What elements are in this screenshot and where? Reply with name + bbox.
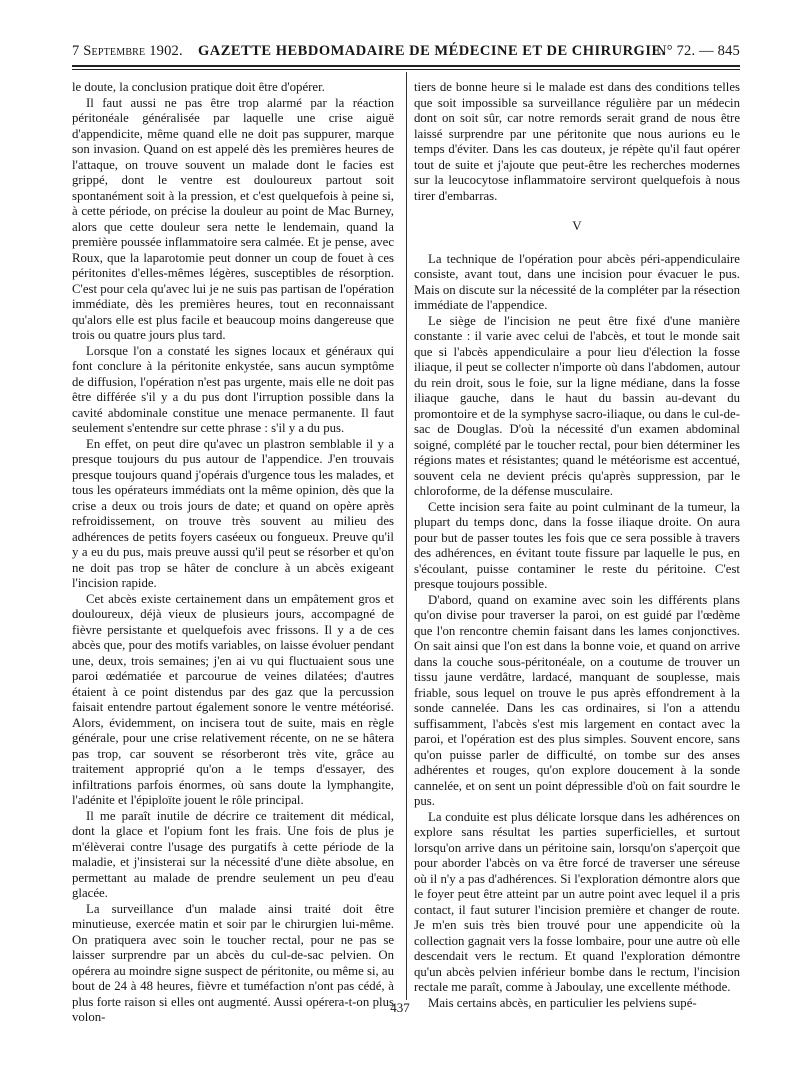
paragraph: Cet abcès existe certainement dans un empâtement gros et douloureux, déjà vieux de plusieurs jours, accompagné de fièvre persistante et quelquefois avec frissons. Il y a de ces abcès que, pour des motifs variables, on laisse évoluer pendant une, deux, trois semaines; j'en ai vu qui fluctuaient sous une paroi œdématiée et parcourue de veines dilatées; d'autres étaient à ce point distendus par des gaz que la percussion faisait entendre partout également sonore le ventre météorisé. Alors, évidemment, on incisera tout de suite, mais en règle générale, pour une crise relativement récente, on ne se hâtera pas trop, car souvent se résorberont très vite, grâce au traitement approprié qu'on a le temps d'essayer, des infiltrations parfois énormes, où sans doute la lymphangite, l'adénite et l'épiploïte jouent le rôle principal.: [72, 591, 394, 807]
paragraph: Lorsque l'on a constaté les signes locaux et généraux qui font conclure à la péritonite enkystée, sans aucun symptôme de diffusion, l'opération n'est pas urgente, mais elle ne doit pas être différée s'il y a du pus dont l'irruption possible dans la cavité abdominale constitue une menace permanente. Il faut seulement s'entendre sur cette phrase : s'il y a du pus.: [72, 343, 394, 435]
paragraph: La conduite est plus délicate lorsque dans les adhérences on explore sans résultat les parties superficielles, et surtout lorsqu'on arrive dans un péritoine sain, lorsqu'on s'aperçoit que pour aborder l'abcès on va être forcé de traverser une séreuse où il n'y a pas d'adhérences. Si l'exploration démontre alors que le foyer peut être atteint par un autre point avec lequel il a pris contact, il faut suturer l'incision première et changer de route. Je m'en suis très bien trouvé pour une appendicite où la collection gagnait vers la fosse lombaire, pour une autre où elle descendait vers le rectum. Et quand l'exploration démontre qu'un abcès pelvien inférieur bombe dans le rectum, l'incision rectale me paraît, comme à Jaboulay, une excellente méthode.: [414, 809, 740, 994]
paragraph: Il me paraît inutile de décrire ce traitement dit médical, dont la glace et l'opium font les frais. Une fois de plus je m'élèverai contre l'usage des purgatifs à cette période de la maladie, et j'insisterai sur la nécessité d'une diète absolue, en permettant au malade de prendre seulement un peu d'eau glacée.: [72, 808, 394, 900]
header-rule-thick: [72, 65, 740, 67]
paragraph: La technique de l'opération pour abcès péri-appendiculaire consiste, avant tout, dans une incision pour évacuer le pus. Mais on discute sur la nécessité de la compléter par la résection immédiate de l'appendice.: [414, 251, 740, 312]
left-column: [72, 80, 394, 1026]
paragraph: Il faut aussi ne pas être trop alarmé par la réaction péritonéale généralisée par laquelle une crise aiguë d'appendicite, même quand elle ne doit pas suppurer, marque son invasion. Quand on est appelé dès les premières heures de l'attaque, on trouve souvent un malade dont le facies est grippé, dont le ventre est douloureux partout soit spontanément soit à la pression, et c'est quelquefois à peine si, à cette période, on précise la douleur au point de Mac Burney, alors que cette douleur sera nette le lendemain, quand la première poussée inflammatoire sera calmée. Et je pense, avec Roux, que la laparotomie peut donner un coup de fouet à ces péritonites d'elles-mêmes légères, susceptibles de résorption. C'est pour cela qu'avec lui je ne suis pas partisan de l'opération immédiate, dès les premières heures, tout en reconnaissant qu'alors elle est plus facile et beaucoup moins dangereuse que trois ou quatre jours plus tard.: [72, 95, 394, 342]
column-divider: [406, 72, 407, 1000]
right-column: [414, 80, 740, 1011]
header-date: 7 Septembre 1902.: [72, 43, 183, 59]
paragraph: En effet, on peut dire qu'avec un plastron semblable il y a presque toujours du pus autour de l'appendice. J'en trouvais presque toujours quand j'opérais d'urgence tous les malades, et tous les opérateurs immédiats ont la même opinion, dès que la crise a deux ou trois jours de date; et quand on opère après refroidissement, on trouve très souvent au milieu des adhérences de petits foyers caséeux ou fongueux. Preuve qu'il y a eu du pus, mais preuve aussi qu'il peut se résorber et qu'on ne doit pas trop se hâter de conclure à un abcès exigeant l'incision rapide.: [72, 436, 394, 590]
folio-number: 437: [390, 1000, 410, 1015]
paragraph: tiers de bonne heure si le malade est dans des conditions telles que soit impossible sa surveillance régulière par un médecin dont on soit sûr, car notre remords serait grand de nous être laissé surprendre par une péritonite que nous aurions eu le temps d'éviter. Dans les cas douteux, je répète qu'il faut opérer tout de suite et j'ajoute que peut-être les recherches modernes sur la leucocytose inflammatoire serviront quelquefois à nous tirer d'embarras.: [414, 80, 740, 203]
section-number: V: [572, 218, 582, 233]
journal-title: GAZETTE HEBDOMADAIRE DE MÉDECINE ET DE CHIRURGIE.: [198, 43, 666, 59]
paragraph: Mais certains abcès, en particulier les pelviens supé-: [428, 995, 697, 1010]
running-header: [72, 40, 740, 62]
header-rule-thin: [72, 69, 740, 70]
paragraph: La surveillance d'un malade ainsi traité doit être minutieuse, exercée matin et soir par le chirurgien lui-même. On pratiquera avec soin le toucher rectal, pour ne pas se laisser surprendre par un abcès du cul-de-sac pelvien. On opérera au moindre signe suspect de péritonite, ou même si, au bout de 24 à 48 heures, fièvre et tuméfaction n'ont pas cédé, à plus forte raison si elles ont augmenté. Aussi opérera-t-on plus volon-: [72, 901, 394, 1024]
paragraph: Le siège de l'incision ne peut être fixé d'une manière constante : il varie avec celui de l'abcès, et tout le monde sait que si l'abcès appendiculaire a pour lieu d'élection la fosse iliaque, il peut se collecter n'importe où dans l'abdomen, autour du rein droit, sous le foie, sur la ligne médiane, dans la fosse iliaque gauche, dans le haut du bassin au-devant du promontoire et de la symphyse sacro-iliaque, ou dans le cul-de-sac de Douglas. D'où la nécessité d'un examen abdominal soigné, complété par le toucher rectal, pour bien déterminer les régions mates et résistantes; quand le météorisme est accentué, souvent cela ne devient précis qu'après suppression, par le chloroforme, de la défense musculaire.: [414, 313, 740, 498]
paragraph: D'abord, quand on examine avec soin les différents plans qu'on divise pour traverser la paroi, on est guidé par l'œdème que l'on rencontre chemin faisant dans les lames conjonctives. On sait ainsi que l'on est dans la bonne voie, et quand on arrive dans la couche sous-péritonéale, on a coutume de trouver un tissu jaune verdâtre, lardacé, manquant de souplesse, mais friable, sous lequel on trouve le pus après effondrement à la sonde cannelée. Dans les cas ordinaires, si l'on a attendu suffisamment, l'abcès s'est mis largement en contact avec la paroi, et l'opération est des plus simples. Souvent encore, sans qu'on puisse parler de difficulté, on tombe sur des anses adhérentes et rouges, qu'on explore doucement à la sonde cannelée, et on sent un point dépressible d'où on fait sourdre le pus.: [414, 592, 740, 808]
paragraph: Cette incision sera faite au point culminant de la tumeur, la plupart du temps donc, dans la fosse iliaque droite. On aura pour but de passer toutes les fois que ce sera possible à travers des adhérences, en évitant toute fissure par laquelle le pus, en s'écoulant, puisse contaminer le reste du péritoine. C'est presque toujours possible.: [414, 499, 740, 591]
issue-page-number: N° 72. — 845: [656, 43, 740, 59]
paragraph: le doute, la conclusion pratique doit être d'opérer.: [72, 80, 325, 94]
